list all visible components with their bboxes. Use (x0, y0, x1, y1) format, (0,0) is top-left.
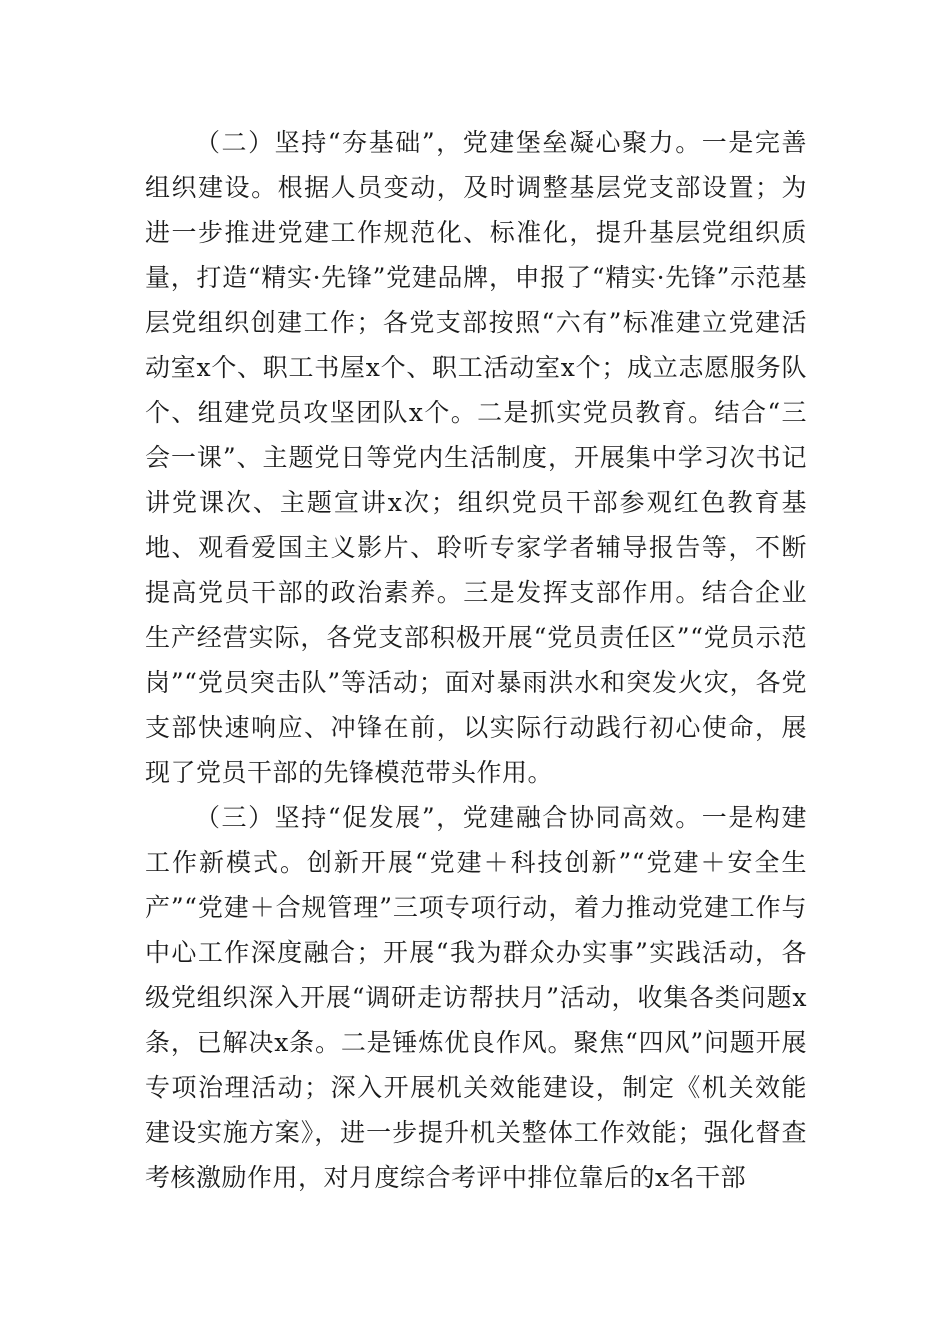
paragraph-section-2: （二）坚持“夯基础”，党建堡垒凝心聚力。一是完善组织建设。根据人员变动，及时调整基层党支部设置；为进一步推进党建工作规范化、标准化，提升基层党组织质量，打造“精实·先锋”党建品牌，申报了“精实·先锋”示范基层党组织创建工作；各党支部按照“六有”标准建立党建活动室x个、职工书屋x个、职工活动室x个；成立志愿服务队个、组建党员攻坚团队x个。二是抓实党员教育。结合“三会一课”、主题党日等党内生活制度，开展集中学习次书记讲党课次、主题宣讲x次；组织党员干部参观红色教育基地、观看爱国主义影片、聆听专家学者辅导报告等，不断提高党员干部的政治素养。三是发挥支部作用。结合企业生产经营实际，各党支部积极开展“党员责任区”“党员示范岗”“党员突击队”等活动；面对暴雨洪水和突发火灾，各党支部快速响应、冲锋在前，以实际行动践行初心使命，展现了党员干部的先锋模范带头作用。 (145, 128, 807, 787)
document-body (145, 120, 807, 1200)
paragraph-section-3: （三）坚持“促发展”，党建融合协同高效。一是构建工作新模式。创新开展“党建＋科技创新”“党建＋安全生产”“党建＋合规管理”三项专项行动，着力推动党建工作与中心工作深度融合；开展“我为群众办实事”实践活动，各级党组织深入开展“调研走访帮扶月”活动，收集各类问题x条，已解决x条。二是锤炼优良作风。聚焦“四风”问题开展专项治理活动；深入开展机关效能建设，制定《机关效能建设实施方案》，进一步提升机关整体工作效能；强化督查考核激励作用，对月度综合考评中排位靠后的x名干部 (145, 803, 807, 1192)
